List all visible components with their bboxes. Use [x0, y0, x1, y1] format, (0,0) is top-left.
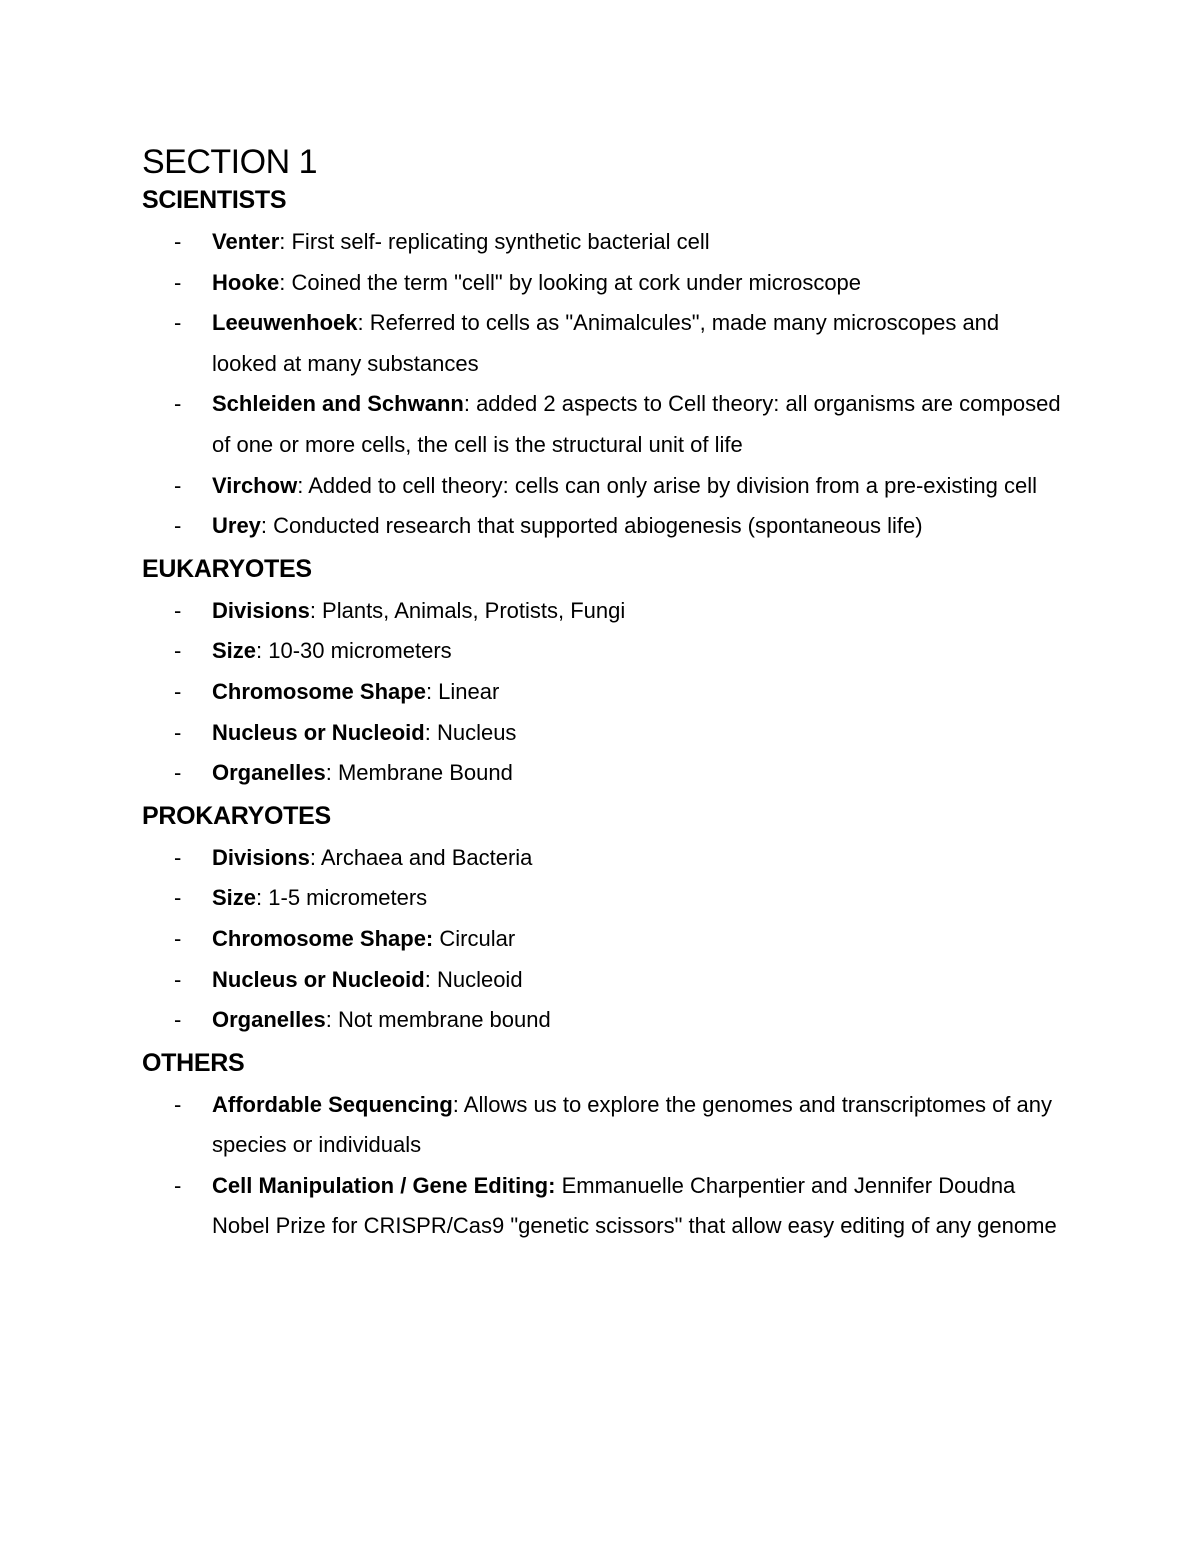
item-description: : Referred to cells as "Animalcules", made many microscopes and looked at many substances [212, 310, 1000, 376]
dash-bullet: - [174, 760, 182, 786]
list-item [142, 960, 1062, 1001]
list-item [142, 506, 1062, 547]
section-heading-prokaryotes: PROKARYOTES [142, 801, 331, 830]
list-item [142, 384, 1062, 465]
dash-bullet: - [174, 472, 182, 498]
item-description: : Not membrane bound [325, 1007, 551, 1033]
item-term: Organelles [212, 760, 326, 786]
item-description: : Linear [425, 678, 500, 704]
list-item [142, 222, 1062, 263]
section-heading-others: OTHERS [142, 1048, 245, 1077]
item-description: : Coined the term "cell" by looking at cork under microscope [279, 269, 862, 295]
dash-bullet: - [174, 269, 182, 295]
dash-bullet: - [174, 310, 182, 336]
item-description: : Nucleoid [424, 966, 523, 992]
list-item [142, 303, 1062, 384]
item-description: : Allows us to explore the genomes and transcriptomes of any species or individuals [212, 1091, 1053, 1158]
item-term: Size [212, 885, 257, 911]
dash-bullet: - [174, 1007, 182, 1033]
dash-bullet: - [174, 678, 182, 704]
list-item [142, 838, 1062, 879]
dash-bullet: - [174, 391, 182, 417]
item-term: Chromosome Shape: [212, 925, 434, 951]
list-item [142, 591, 1062, 632]
dash-bullet: - [174, 925, 182, 951]
page-title: SECTION 1 [142, 143, 317, 181]
item-term: Schleiden and Schwann [212, 391, 464, 417]
item-term: Hooke [212, 269, 280, 295]
dash-bullet: - [174, 597, 182, 623]
item-description: : Conducted research that supported abiogenesis (spontaneous life) [260, 513, 923, 539]
dash-bullet: - [174, 229, 182, 254]
sections-container [142, 184, 1062, 1247]
bullet-list [142, 222, 1062, 547]
list-item [142, 672, 1062, 713]
item-term: Divisions [212, 844, 310, 870]
list-item [142, 466, 1062, 507]
item-description: : First self- replicating synthetic bacterial cell [279, 229, 710, 254]
item-description: : Membrane Bound [325, 760, 513, 786]
item-term: Divisions [212, 597, 310, 623]
dash-bullet: - [174, 638, 182, 664]
section-heading-eukaryotes: EUKARYOTES [142, 554, 312, 583]
item-description: : 1-5 micrometers [256, 885, 428, 911]
dash-bullet: - [174, 844, 182, 870]
list-item [142, 713, 1062, 754]
item-term: Chromosome Shape [212, 678, 426, 704]
bullet-list [142, 591, 1062, 794]
dash-bullet: - [174, 1172, 182, 1198]
section-heading-scientists: SCIENTISTS [142, 186, 287, 214]
item-description: : Added to cell theory: cells can only arise by division from a pre-existing cell [297, 472, 1037, 498]
list-item [142, 1166, 1062, 1247]
item-term: Nucleus or Nucleoid [212, 966, 425, 992]
item-term: Nucleus or Nucleoid [212, 719, 425, 745]
list-item [142, 878, 1062, 919]
item-term: Virchow [212, 472, 298, 498]
item-term: Venter [212, 229, 280, 254]
item-description: : Plants, Animals, Protists, Fungi [309, 597, 626, 623]
item-description: : 10-30 micrometers [256, 638, 452, 664]
item-term: Leeuwenhoek [212, 310, 358, 336]
item-description: : Nucleus [424, 719, 517, 745]
dash-bullet: - [174, 719, 182, 745]
list-item [142, 753, 1062, 794]
list-item [142, 1000, 1062, 1041]
item-term: Cell Manipulation / Gene Editing: [212, 1172, 556, 1198]
item-description: Emmanuelle Charpentier and Jennifer Doudna Nobel Prize for CRISPR/Cas9 "genetic scissors" that allow easy editing of any genome [212, 1172, 1057, 1239]
item-description: : Archaea and Bacteria [309, 844, 533, 870]
item-description: : added 2 aspects to Cell theory: all organisms are composed of one or more cells, the cell is the structural unit of life [212, 391, 1061, 457]
item-term: Urey [212, 513, 261, 539]
item-term: Size [212, 638, 257, 664]
dash-bullet: - [174, 885, 182, 911]
dash-bullet: - [174, 1091, 182, 1117]
dash-bullet: - [174, 966, 182, 992]
item-term: Organelles [212, 1007, 326, 1033]
list-item [142, 1085, 1062, 1166]
item-term: Affordable Sequencing [212, 1091, 453, 1117]
dash-bullet: - [174, 513, 182, 539]
list-item [142, 919, 1062, 960]
bullet-list [142, 838, 1062, 1041]
list-item [142, 631, 1062, 672]
list-item [142, 263, 1062, 304]
document-page [142, 140, 1062, 1247]
item-description: Circular [433, 925, 516, 951]
bullet-list [142, 1085, 1062, 1247]
